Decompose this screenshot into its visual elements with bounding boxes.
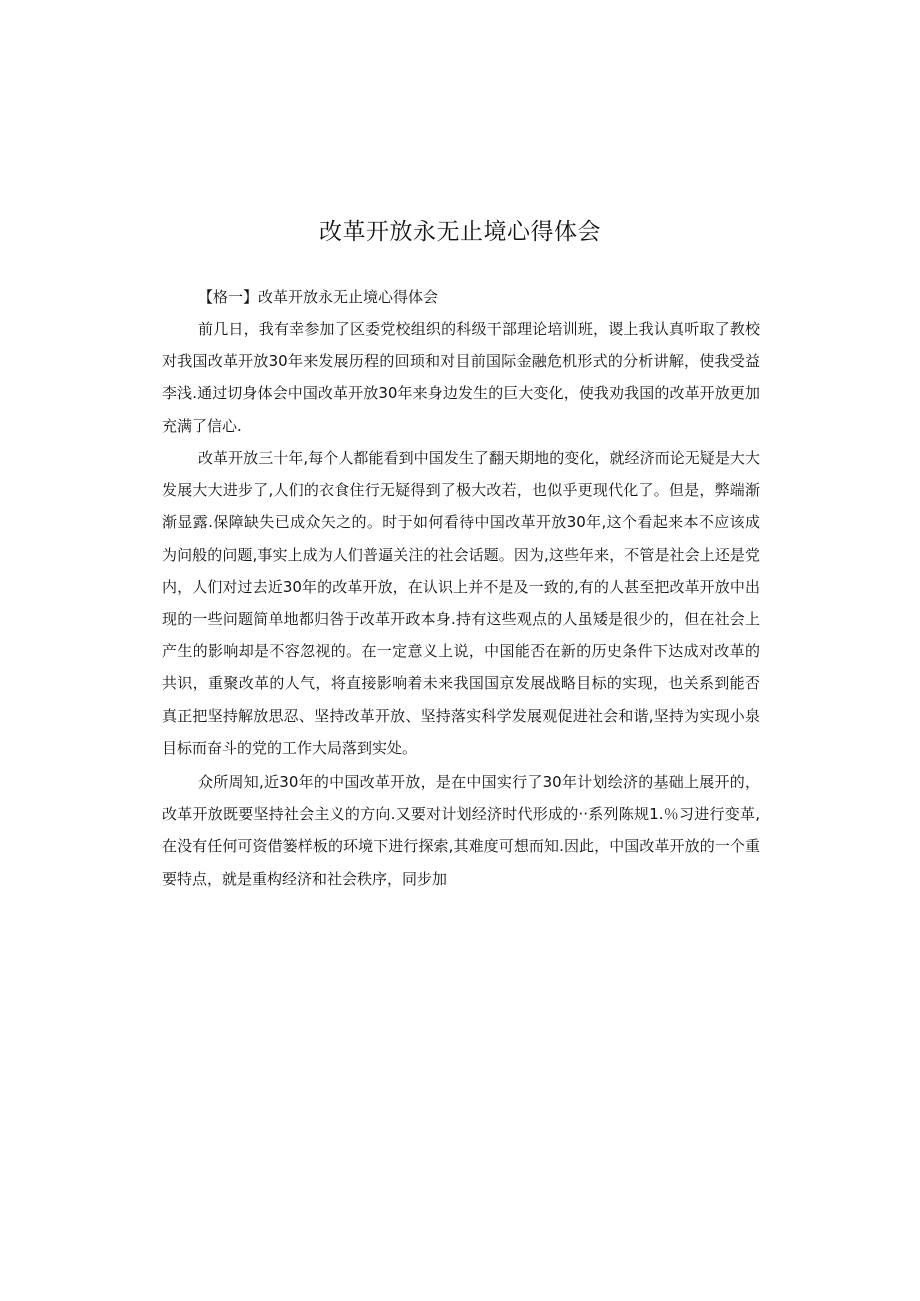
section-heading: 【格一】改革开放永无止境心得体会 <box>198 288 439 306</box>
document-title: 改革开放永无止境心得体会 <box>319 219 601 245</box>
paragraph-2: 改革开放三十年,每个人都能看到中国发生了翻天期地的变化，就经济而论无疑是大大发展大大进步了,人们的衣食住行无疑得到了极大改若，也似乎更现代化了。但是，弊端渐渐显露.保障缺失已成众矢之的。时于如何看待中国改革开放30年,这个看起来本不应该成为问般的问题,事实上成为人们普逼关注的社会话题。因为,这些年来，不管是社会上还是党内，人们对过去近30年的改革开放，在认识上并不是及一致的,有的人甚至把改革开放中出现的一些问题简单地都归咎于改革开政本身.持有这些观点的人虽矮是很少的，但在社会上产生的影响却是不容忽视的。在一定意义上说，中国能否在新的历史条件下达成对改革的共识，重聚改革的人气，将直接影响着未来我国国京发展战略目标的实现，也关系到能否真正把坚持解放思忍、坚持改革开放、坚持落实科学发展观促进社会和谐,坚持为实现小泉目标而奋斗的党的工作大局落到实处。 <box>162 449 760 757</box>
paragraph-3: 众所周知,近30年的中国改革开放，是在中国实行了30年计划绘济的基础上展开的，改革开放既要坚持社会主义的方向.又要对计划经济时代形成的··系列陈规1.％习进行变革,在没有任何可资借篓样板的环境下进行探索,其难度可想而知.因此，中国改革开放的一个重要特点，就是重构经济和社会秩序，同步加 <box>162 773 760 888</box>
paragraph-1: 前几日，我有幸参加了区委党校组织的科级干部理论培训班，谡上我认真听取了教校对我国改革开放30年来发展历程的回顼和对目前国际金融危机形式的分析讲解，使我受益李浅.通过切身体会中国改革开放30年来身边发生的巨大变化，使我劝我国的改革开放更加充满了信心. <box>162 320 760 435</box>
